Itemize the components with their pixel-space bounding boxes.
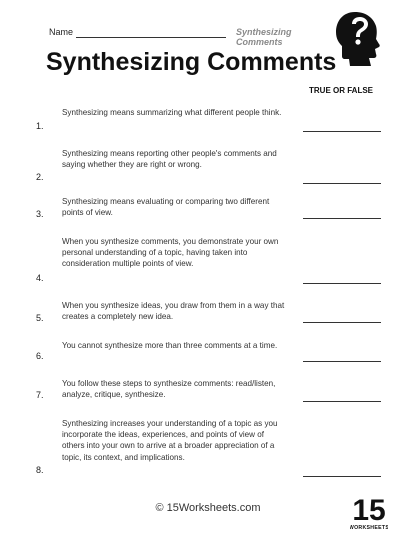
question-text: Synthesizing increases your understanding of a topic as you incorporate the ideas, experiences, and points of view of others into your own to arrive at a broader appreciation of a topic, its context, and implications. — [62, 419, 278, 462]
answer-line[interactable] — [303, 283, 381, 284]
question-number: 7. — [36, 390, 44, 400]
badge-graphic — [350, 490, 388, 532]
question-number: 5. — [36, 313, 44, 323]
answer-line[interactable] — [303, 218, 381, 219]
question-number: 1. — [36, 121, 44, 131]
answer-line[interactable] — [303, 131, 381, 132]
page-title: Synthesizing Comments — [46, 48, 337, 76]
head-silhouette-question-mark-icon — [333, 10, 383, 68]
name-field-line[interactable] — [76, 37, 226, 38]
question-number: 8. — [36, 465, 44, 475]
question-number: 3. — [36, 209, 44, 219]
answer-line[interactable] — [303, 476, 381, 477]
footer-site-link[interactable]: 15Worksheets.com — [166, 502, 261, 514]
answer-line[interactable] — [303, 183, 381, 184]
badge-number: 15 — [352, 494, 386, 527]
answer-line[interactable] — [303, 322, 381, 323]
answer-line[interactable] — [303, 361, 381, 362]
badge-label: WORKSHEETS — [350, 525, 388, 531]
copyright-symbol: © — [155, 502, 164, 514]
question-text: When you synthesize comments, you demonstrate your own personal understanding of a topic, having taken into consideration multiple points of view. — [62, 237, 279, 269]
question-number: 4. — [36, 273, 44, 283]
question-number: 2. — [36, 172, 44, 182]
question-text: Synthesizing means summarizing what different people think. — [62, 108, 282, 117]
name-row — [49, 27, 309, 47]
question-text: Synthesizing means evaluating or comparing two different points of view. — [62, 197, 270, 218]
question-text: You follow these steps to synthesize comments: read/listen, analyze, critique, synthesize. — [62, 379, 276, 400]
answer-line[interactable] — [303, 401, 381, 402]
question-number: 6. — [36, 351, 44, 361]
question-text: When you synthesize ideas, you draw from them in a way that creates a completely new idea. — [62, 301, 285, 322]
15-worksheets-logo-icon — [350, 490, 388, 532]
true-or-false-column-header: TRUE OR FALSE — [309, 86, 374, 95]
header-worksheet-title: Synthesizing Comments — [236, 27, 292, 47]
question-text: Synthesizing means reporting other people's comments and saying whether they are right or wrong. — [62, 149, 277, 170]
question-text: You cannot synthesize more than three comments at a time. — [62, 341, 278, 350]
name-label: Name — [49, 27, 74, 37]
